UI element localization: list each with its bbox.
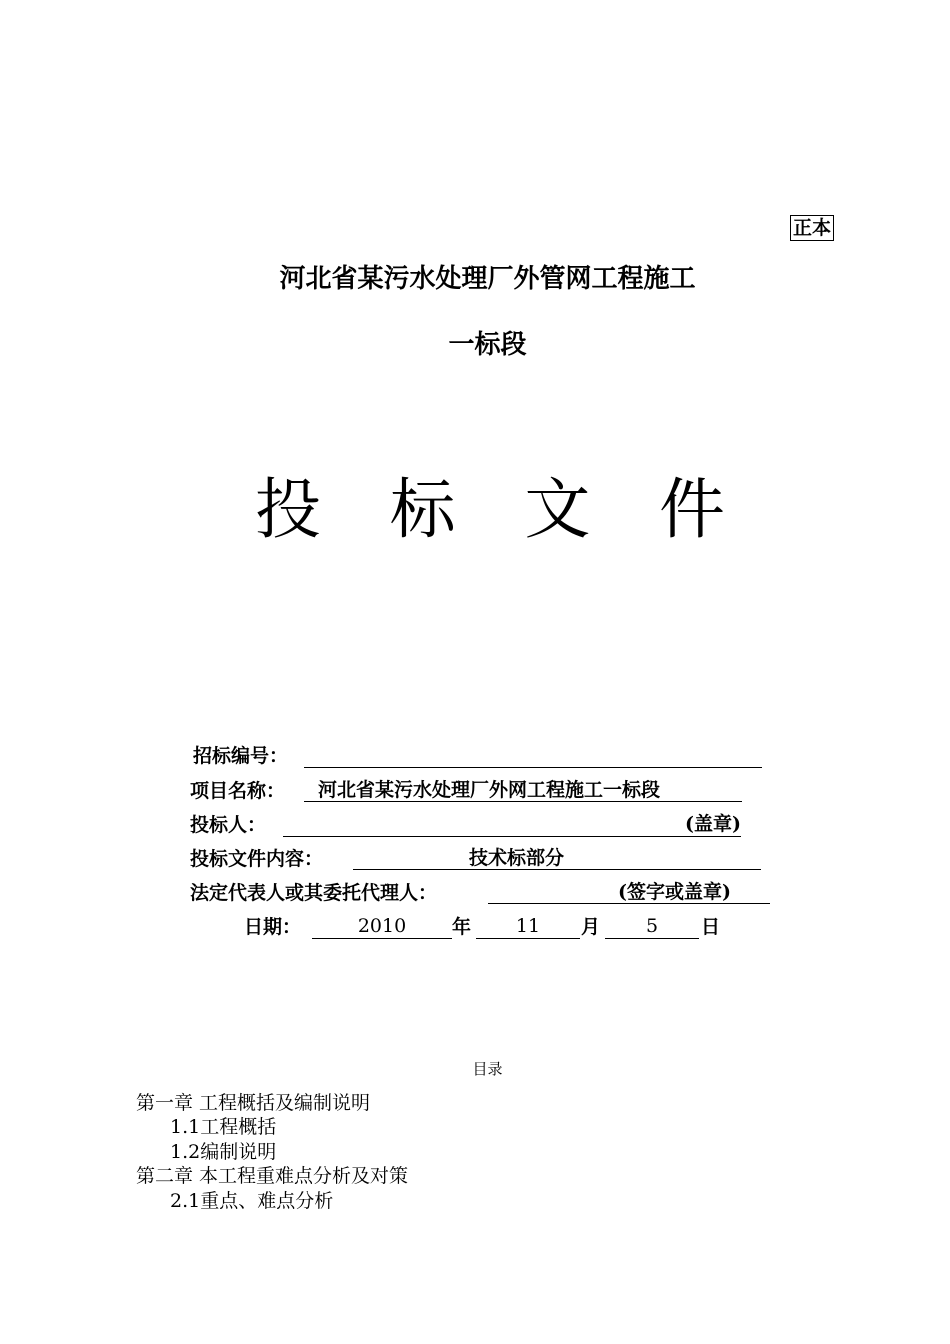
month-unit: 月 <box>581 916 601 938</box>
original-copy-stamp: 正本 <box>790 215 834 241</box>
toc-title: 目录 <box>472 1060 503 1078</box>
date-month: 11 <box>476 914 580 939</box>
representative-label: 法定代表人或其委托代理人： <box>190 882 438 904</box>
toc-entry[interactable]: 第一章 工程概括及编制说明 <box>136 1092 371 1114</box>
bidder-seal-note: (盖章) <box>685 813 741 835</box>
content-value: 技术标部分 <box>353 846 761 870</box>
doc-type-char: 投 <box>255 471 321 548</box>
bidder-seal-line <box>283 812 741 837</box>
project-name-value: 河北省某污水处理厂外网工程施工一标段 <box>304 778 742 802</box>
date-label: 日期： <box>244 916 302 938</box>
toc-entry[interactable]: 1.2编制说明 <box>170 1141 277 1163</box>
representative-sign-note: (签字或盖章) <box>618 881 731 903</box>
project-section: 一标段 <box>448 330 527 360</box>
bidder-label: 投标人： <box>190 814 267 836</box>
day-unit: 日 <box>701 916 721 938</box>
bid-number-label: 招标编号： <box>193 745 289 767</box>
doc-type-char: 文 <box>524 471 591 548</box>
doc-type-char: 标 <box>389 471 456 548</box>
toc-entry[interactable]: 第二章 本工程重难点分析及对策 <box>136 1165 409 1187</box>
toc-entry[interactable]: 1.1工程概括 <box>170 1116 277 1138</box>
project-name-label: 项目名称： <box>190 780 286 802</box>
representative-sign-line <box>488 880 770 904</box>
doc-type-char: 件 <box>658 471 725 548</box>
document-type-heading <box>255 468 725 552</box>
content-label: 投标文件内容： <box>190 848 324 870</box>
project-title: 河北省某污水处理厂外管网工程施工 <box>279 264 696 294</box>
date-day: 5 <box>605 914 699 939</box>
year-unit: 年 <box>452 916 472 938</box>
bid-number-value <box>304 743 762 768</box>
toc-entry[interactable]: 2.1重点、难点分析 <box>170 1190 334 1212</box>
date-year: 2010 <box>312 914 452 939</box>
